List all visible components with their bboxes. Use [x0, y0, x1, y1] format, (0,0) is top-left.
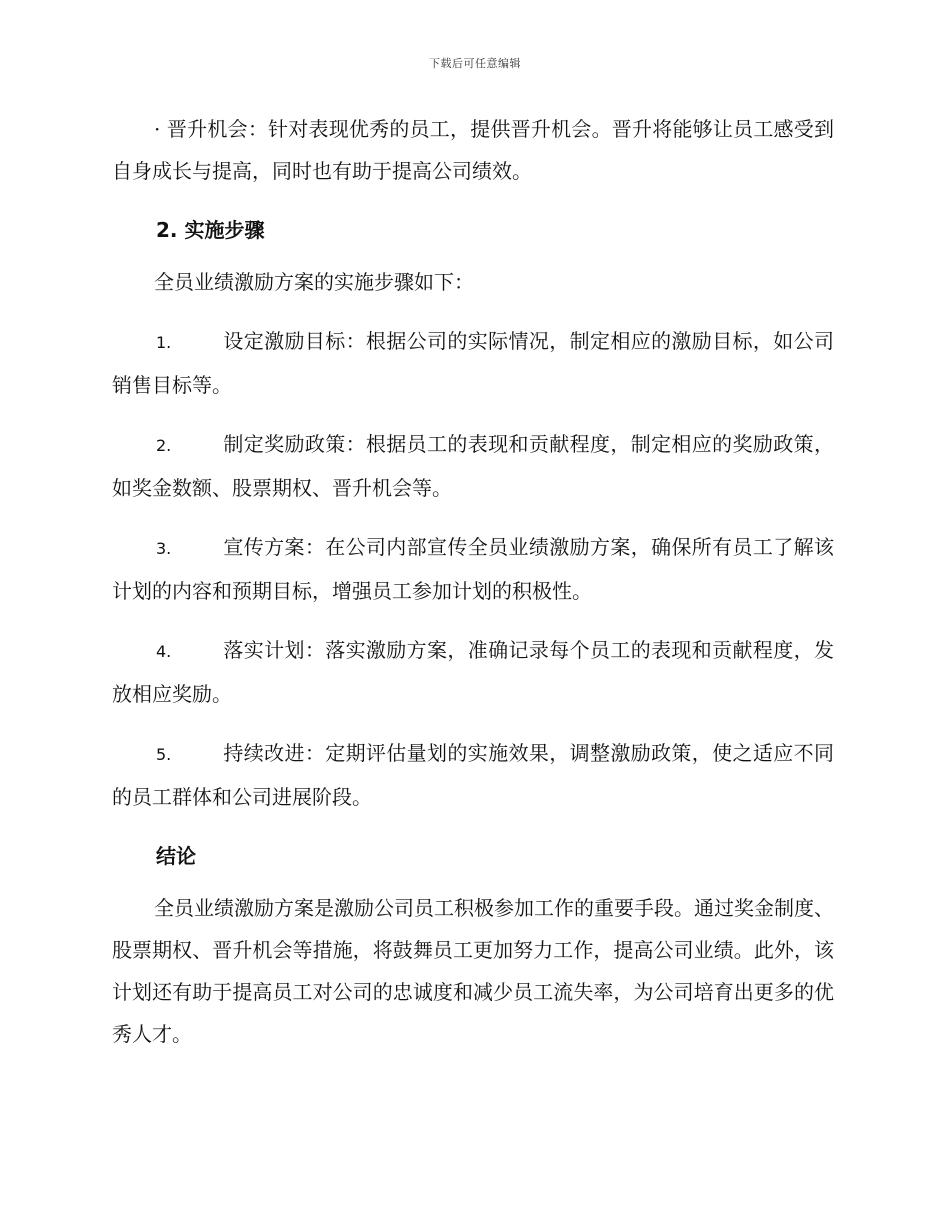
- conclusion-paragraph: 全员业绩激励方案是激励公司员工积极参加工作的重要手段。通过奖金制度、股票期权、晋升机会等措施，将鼓舞员工更加努力工作，提高公司业绩。此外，该计划还有助于提高员工对公司的忠诚度和减少员工流失率，为公司培育出更多的优秀人才。: [112, 896, 834, 1046]
- section-intro-paragraph: 全员业绩激励方案的实施步骤如下：: [154, 270, 474, 294]
- step-text: 设定激励目标：根据公司的实际情况，制定相应的激励目标，如公司销售目标等。: [112, 329, 834, 397]
- step-item: [112, 423, 834, 509]
- step-item: [112, 629, 834, 715]
- step-text: 持续改进：定期评估量划的实施效果，调整激励政策，使之适应不同的员工群体和公司进展阶段。: [112, 741, 834, 809]
- step-number: 5.: [156, 745, 172, 764]
- intro-paragraph: · 晋升机会：针对表现优秀的员工，提供晋升机会。晋升将能够让员工感受到自身成长与提高，同时也有助于提高公司绩效。: [112, 117, 834, 183]
- step-text: 制定奖励政策：根据员工的表现和贡献程度，制定相应的奖励政策，如奖金数额、股票期权、晋升机会等。: [112, 432, 834, 500]
- document-body: [112, 108, 834, 1072]
- step-number: 2.: [156, 436, 172, 455]
- section-heading-conclusion: 结论: [156, 844, 196, 868]
- step-number: 3.: [156, 539, 172, 558]
- step-item: [112, 526, 834, 612]
- header-note: 下载后可任意编辑: [429, 57, 521, 70]
- step-number: 1.: [156, 333, 172, 352]
- step-text: 落实计划：落实激励方案，准确记录每个员工的表现和贡献程度，发放相应奖励。: [112, 638, 834, 706]
- section-heading-implementation: 2. 实施步骤: [156, 218, 265, 242]
- step-number: 4.: [156, 642, 172, 661]
- step-text: 宣传方案：在公司内部宣传全员业绩激励方案，确保所有员工了解该计划的内容和预期目标，增强员工参加计划的积极性。: [112, 535, 834, 603]
- step-item: [112, 732, 834, 818]
- step-item: [112, 320, 834, 406]
